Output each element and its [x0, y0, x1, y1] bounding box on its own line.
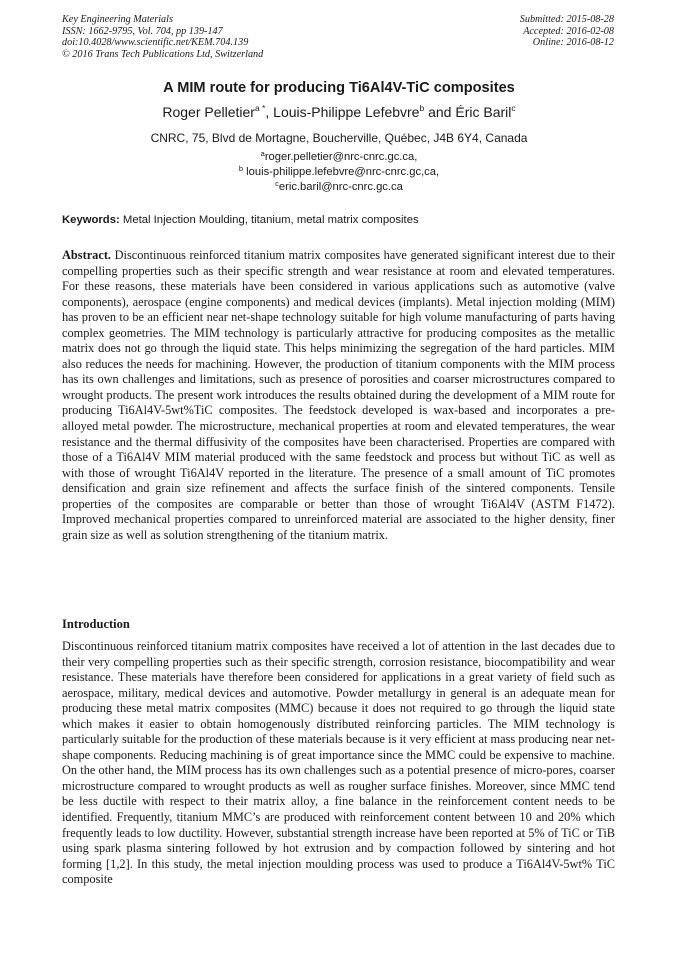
- email-line: [0, 165, 678, 180]
- email-line: [0, 180, 678, 195]
- author-name: Louis-Philippe Lefebvre: [273, 104, 420, 120]
- email-address[interactable]: louis-philippe.lefebvre@nrc-cnrc.gc,ca,: [246, 166, 440, 178]
- keywords-text: Metal Injection Moulding, titanium, metal matrix composites: [119, 214, 419, 226]
- email-superscript: a: [260, 149, 265, 158]
- author-superscript: c: [511, 103, 516, 113]
- copyright-line: © 2016 Trans Tech Publications Ltd, Switzerland: [62, 48, 264, 60]
- email-superscript: b: [238, 164, 244, 173]
- issn-line: ISSN: 1662-9795, Vol. 704, pp 139-147: [62, 25, 223, 37]
- abstract-label: Abstract.: [62, 248, 112, 262]
- email-line: [0, 150, 678, 165]
- email-list: [0, 150, 678, 195]
- dates-header: [520, 14, 614, 49]
- abstract-paragraph: [62, 248, 615, 543]
- introduction-paragraph: Discontinuous reinforced titanium matrix composites have received a lot of attention in the last decades due to their very compelling properties such as their specific strength, corrosion resistance, biocompatibility and wear resistance. These materials have therefore been considered for applications in a great variety of field such as aerospace, military, medical devices and automotive. Powder metallurgy in general is an adequate mean for producing these metal matrix composites (MMC) because it does not required to go through the liquid state which makes it easier to obtain homogenously distributed reinforcing particles. The MIM technology is particularly suitable for the production of these materials because is it very efficient at mass producing near net-shape components. Reducing machining is of great importance since the MMC could be expensive to machine. On the other hand, the MIM process has its own challenges such as a potential presence of micro-pores, coarser microstructure compared to wrought products as well as rougher surface finishes. Moreover, since MMC tend be less ductile with respect to their matrix alloy, a fine balance in the reinforcement content needs to be identified. Frequently, titanium MMC’s are produced with reinforcement content between 10 and 20% which frequently leads to low ductility. However, substantial strength increase have been reported at 5% of TiC or TiB using spark plasma sintering followed by hot extrusion and by compaction followed by sintering and hot forming [1,2]. In this study, the metal injection moulding process was used to produce a Ti6Al4V-5wt% TiC composite: [62, 639, 615, 887]
- abstract-text: Discontinuous reinforced titanium matrix composites have generated significant interest due to their compelling properties such as their specific strength and wear resistance at room and elevated temperatures. For these reasons, these materials have been considered in various applications such as automotive (valve components), aerospace (engine components) and medical devices (implants). Metal injection molding (MIM) has proven to be an efficient near net-shape technology suitable for high volume manufacturing of parts having complex geometries. The MIM technology is particularly attractive for producing composites as the metallic matrix does not go through the liquid state. This helps minimizing the segregation of the hard particles. MIM also reduces the needs for machining. However, the production of titanium components with the MIM process has its own challenges and limitations, such as presence of porosities and coarser microstructures compared to wrought products. The present work introduces the results obtained during the development of a MIM route for producing Ti6Al4V-5wt%TiC composites. The feedstock developed is wax-based and incorporates a pre-alloyed metal powder. The microstructure, mechanical properties at room and elevated temperatures, the wear resistance and the thermal diffusivity of the composites have been characterised. Properties are compared with those of a Ti6Al4V MIM material produced with the same feedstock and process but without TiC as well as with those of wrought Ti6Al4V reported in the literature. The presence of a small amount of TiC promotes densification and grain size refinement and affects the surface finish of the sintered components. Tensile properties of the composites are comparable or better than those of wrought Ti6Al4V (ASTM F1472). Improved mechanical properties compared to unreinforced material are associated to the higher density, finer grain size as well as solution strengthening of the titanium matrix.: [62, 248, 615, 542]
- author-superscript: a *: [254, 103, 266, 113]
- author-separator: and: [424, 104, 456, 120]
- email-address[interactable]: roger.pelletier@nrc-cnrc.gc.ca,: [264, 151, 418, 163]
- email-address[interactable]: eric.baril@nrc-cnrc.gc.ca: [278, 181, 403, 193]
- author-separator: ,: [265, 104, 274, 120]
- journal-name: Key Engineering Materials: [62, 14, 173, 25]
- email-superscript: c: [275, 179, 279, 188]
- author-name: Éric Baril: [455, 104, 512, 120]
- introduction-heading: Introduction: [62, 617, 130, 631]
- author-name: Roger Pelletier: [162, 104, 255, 120]
- doi-line[interactable]: doi:10.4028/www.scientific.net/KEM.704.139: [62, 37, 249, 49]
- author-list: [0, 104, 678, 120]
- online-date: Online: 2016-08-12: [532, 37, 614, 49]
- journal-header: [62, 14, 263, 60]
- keywords: [62, 214, 615, 226]
- author-superscript: b: [419, 103, 425, 113]
- keywords-label: Keywords:: [62, 214, 120, 226]
- affiliation: CNRC, 75, Blvd de Mortagne, Boucherville, Québec, J4B 6Y4, Canada: [150, 131, 528, 145]
- paper-title: A MIM route for producing Ti6Al4V-TiC composites: [163, 80, 515, 96]
- accepted-date: Accepted: 2016-02-08: [523, 25, 614, 37]
- submitted-date: Submitted: 2015-08-28: [519, 14, 614, 25]
